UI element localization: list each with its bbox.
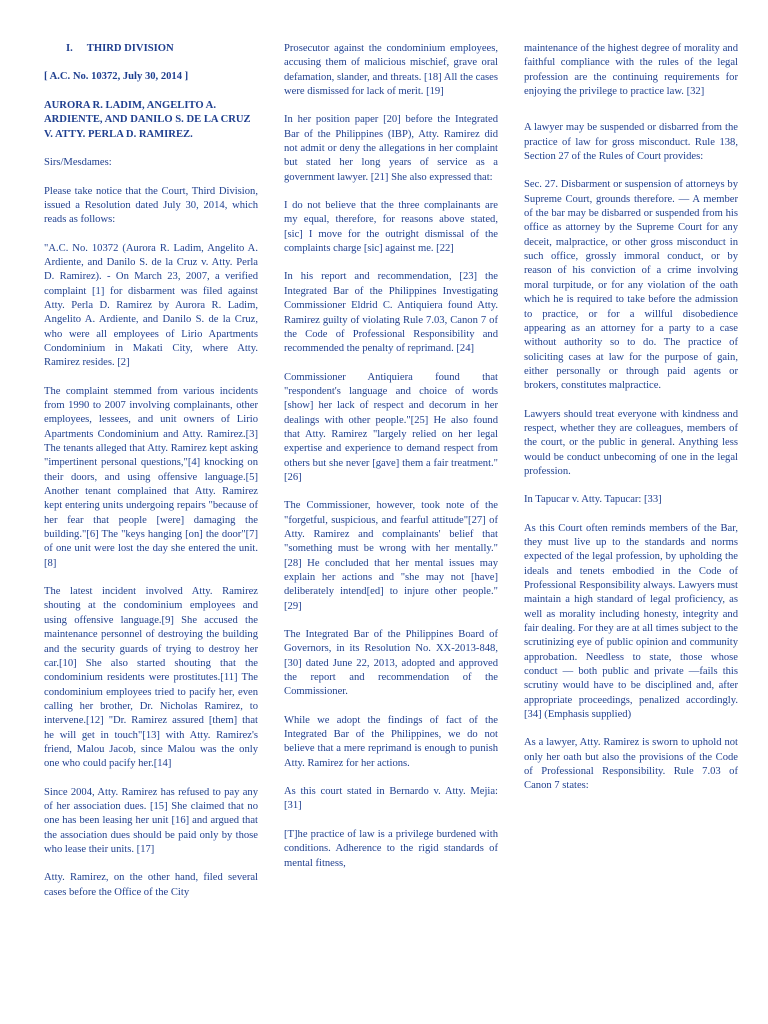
column-1 (44, 42, 258, 914)
paragraph: As this court stated in Bernardo v. Atty. Mejia:[31] (284, 786, 498, 812)
paragraph: In his report and recommendation, [23] the Integrated Bar of the Philippines Investigating Commissioner Eldrid C. Antiquiera found Atty. Ramirez guilty of violating Rule 7.03, Canon 7 of the Code of Professional Responsibility and recommended the penalty of reprimand. [24] (284, 271, 498, 355)
paragraph: "A.C. No. 10372 (Aurora R. Ladim, Angelito A. Ardiente, and Danilo S. de la Cruz v. Atty. Perla D. Ramirez). - On March 23, 2007, a verified complaint [1] for disbarment was filed against Atty. Perla D. Ramirez by Aurora R. Ladim, Angelito A. Ardiente, and Danilo S. de la Cruz, who were all employees of Lirio Apartments Condominium in Makati City, where Atty. Ramirez resides. [2] (44, 242, 258, 369)
paragraph: Lawyers should treat everyone with kindness and respect, whether they are colleagues, members of the court, or the public in general. Anything less would be conduct unbecoming of one in the legal profession. (524, 408, 738, 477)
quoted-paragraph: Sec. 27. Disbarment or suspension of attorneys by Supreme Court, grounds therefore. — A member of the bar may be disbarred or suspended from his office as attorney by the Supreme Court for any deceit, malpractice, or other gross misconduct in such office, grossly immoral conduct, or by reason of his conviction of a crime involving moral turpitude, or for any violation of the oath which he is required to take before the admission to practice, or for a willful disobedience appearing as an attorney for a party to a case without authority so to do. The practice of soliciting cases at law for the purpose of gain, either personally or through paid agents or brokers, constitutes malpractice. (524, 179, 738, 392)
paragraph: The Integrated Bar of the Philippines Board of Governors, in its Resolution No. XX-2013-848, [30] dated June 22, 2013, adopted and approved the report and recommendation of the Commissioner. (284, 629, 498, 698)
paragraph: The latest incident involved Atty. Ramirez shouting at the condominium employees and using offensive language.[9] She accused the maintenance personnel of destroying the building and the security guards of trying to destroy her car.[10] She also started shouting that the condominium residents were prostitutes.[11] The condominium employees tried to pacify her, even calling her brother, Dr. Nicholas Ramirez, to intervene.[12] "Dr. Ramirez assured [them] that he will get in touch"[13] with Atty. Ramirez's friend, Malou Jacob, since Malou was the only one who could pacify her.[14] (44, 586, 258, 770)
paragraph: While we adopt the findings of fact of the Integrated Bar of the Philippines, we do not believe that a mere reprimand is enough to punish Atty. Ramirez for her actions. (284, 714, 498, 769)
paragraph: In her position paper [20] before the Integrated Bar of the Philippines (IBP), Atty. Ramirez did not admit or deny the allegations in her complaint but stated her long years of service as a government lawyer. [21] She also expressed that: (284, 114, 498, 183)
salutation: Sirs/Mesdames: (44, 157, 112, 169)
quoted-paragraph: As this Court often reminds members of the Bar, they must live up to the standards and norms expected of the legal profession, by upholding the ideals and tenets embodied in the Code of Professional Responsibility always. Lawyers must maintain a high standard of legal proficiency, as well as morality including honesty, integrity and fair dealing. For they are at all times subject to the scrutinizing eye of public opinion and community approbation. Needless to state, those whose conduct — both public and private —fails this scrutiny would have to be disciplined and, after appropriate proceedings, penalized accordingly. [34] (Emphasis supplied) (524, 522, 738, 721)
quoted-paragraph: I do not believe that the three complainants are my equal, therefore, for reasons above stated, [sic] I move for the outright dismissal of the complaints charge [sic] against me. [22] (284, 200, 498, 255)
heading-number: I. (66, 43, 73, 54)
paragraph: Please take notice that the Court, Third Division, issued a Resolution dated July 30, 2014, which reads as follows: (44, 185, 258, 226)
paragraph: The Commissioner, however, took note of the "forgetful, suspicious, and fearful attitude"[27] of Atty. Ramirez and complainants' belief that "something must be wrong with her mentally."[28] He concluded that her mental issues may explain her actions and "she may not [have] deliberately intend[ed] to injure other people."[29] (284, 500, 498, 612)
quoted-paragraph: [T]he practice of law is a privilege burdened with conditions. Adherence to the rigid standards of mental fitness, (284, 828, 498, 869)
paragraph: Since 2004, Atty. Ramirez has refused to pay any of her association dues. [15] She claimed that no one has been leasing her unit [16] and argued that the association dues should be paid only by those who lease their units. [17] (44, 786, 258, 855)
paragraph: Commissioner Antiquiera found that "respondent's language and choice of words [show] her lack of respect and decorum in her dealings with other people."[25] He also found that Atty. Ramirez "largely relied on her legal expertise and experience to demand respect from others but she never [gave] them a fair treatment."[26] (284, 371, 498, 483)
paragraph: Atty. Ramirez, on the other hand, filed several cases before the Office of the City (44, 872, 258, 898)
paragraph: In Tapucar v. Atty. Tapucar: [33] (524, 494, 662, 506)
division-heading (44, 42, 258, 56)
heading-text: THIRD DIVISION (86, 43, 174, 54)
quoted-paragraph: maintenance of the highest degree of morality and faithful compliance with the rules of the legal profession are the continuing requirements for enjoying the privilege to practice law. [32] (524, 43, 738, 98)
paragraph: As a lawyer, Atty. Ramirez is sworn to uphold not only her oath but also the provisions of the Code of Professional Responsibility. Rule 7.03 of Canon 7 states: (524, 737, 738, 792)
case-reference: [ A.C. No. 10372, July 30, 2014 ] (44, 71, 189, 83)
column-2 (284, 42, 498, 885)
case-parties: AURORA R. LADIM, ANGELITO A. ARDIENTE, AND DANILO S. DE LA CRUZ V. ATTY. PERLA D. RAMIREZ. (44, 99, 251, 140)
paragraph: The complaint stemmed from various incidents from 1990 to 2007 involving complainants, other employees, lessees, and unit owners of Lirio Apartments Condominium and Atty. Ramirez.[3] The tenants alleged that Atty. Ramirez kept asking "impertinent personal questions,"[4] knocking on their doors, and using offensive language.[5] Another tenant complained that Atty. Ramirez kept entering units undergoing repairs "because of her fear that people [were] damaging the building."[6] The "keys hanging [on] the door"[7] of one unit were lost the day she entered the unit.[8] (44, 385, 258, 569)
paragraph: Prosecutor against the condominium employees, accusing them of malicious mischief, grave oral defamation, slander, and threats. [18] All the cases were dismissed for lack of merit. [19] (284, 43, 498, 98)
paragraph: A lawyer may be suspended or disbarred from the practice of law for gross misconduct. Rule 138, Section 27 of the Rules of Court provides: (524, 122, 738, 163)
column-3 (524, 42, 738, 808)
